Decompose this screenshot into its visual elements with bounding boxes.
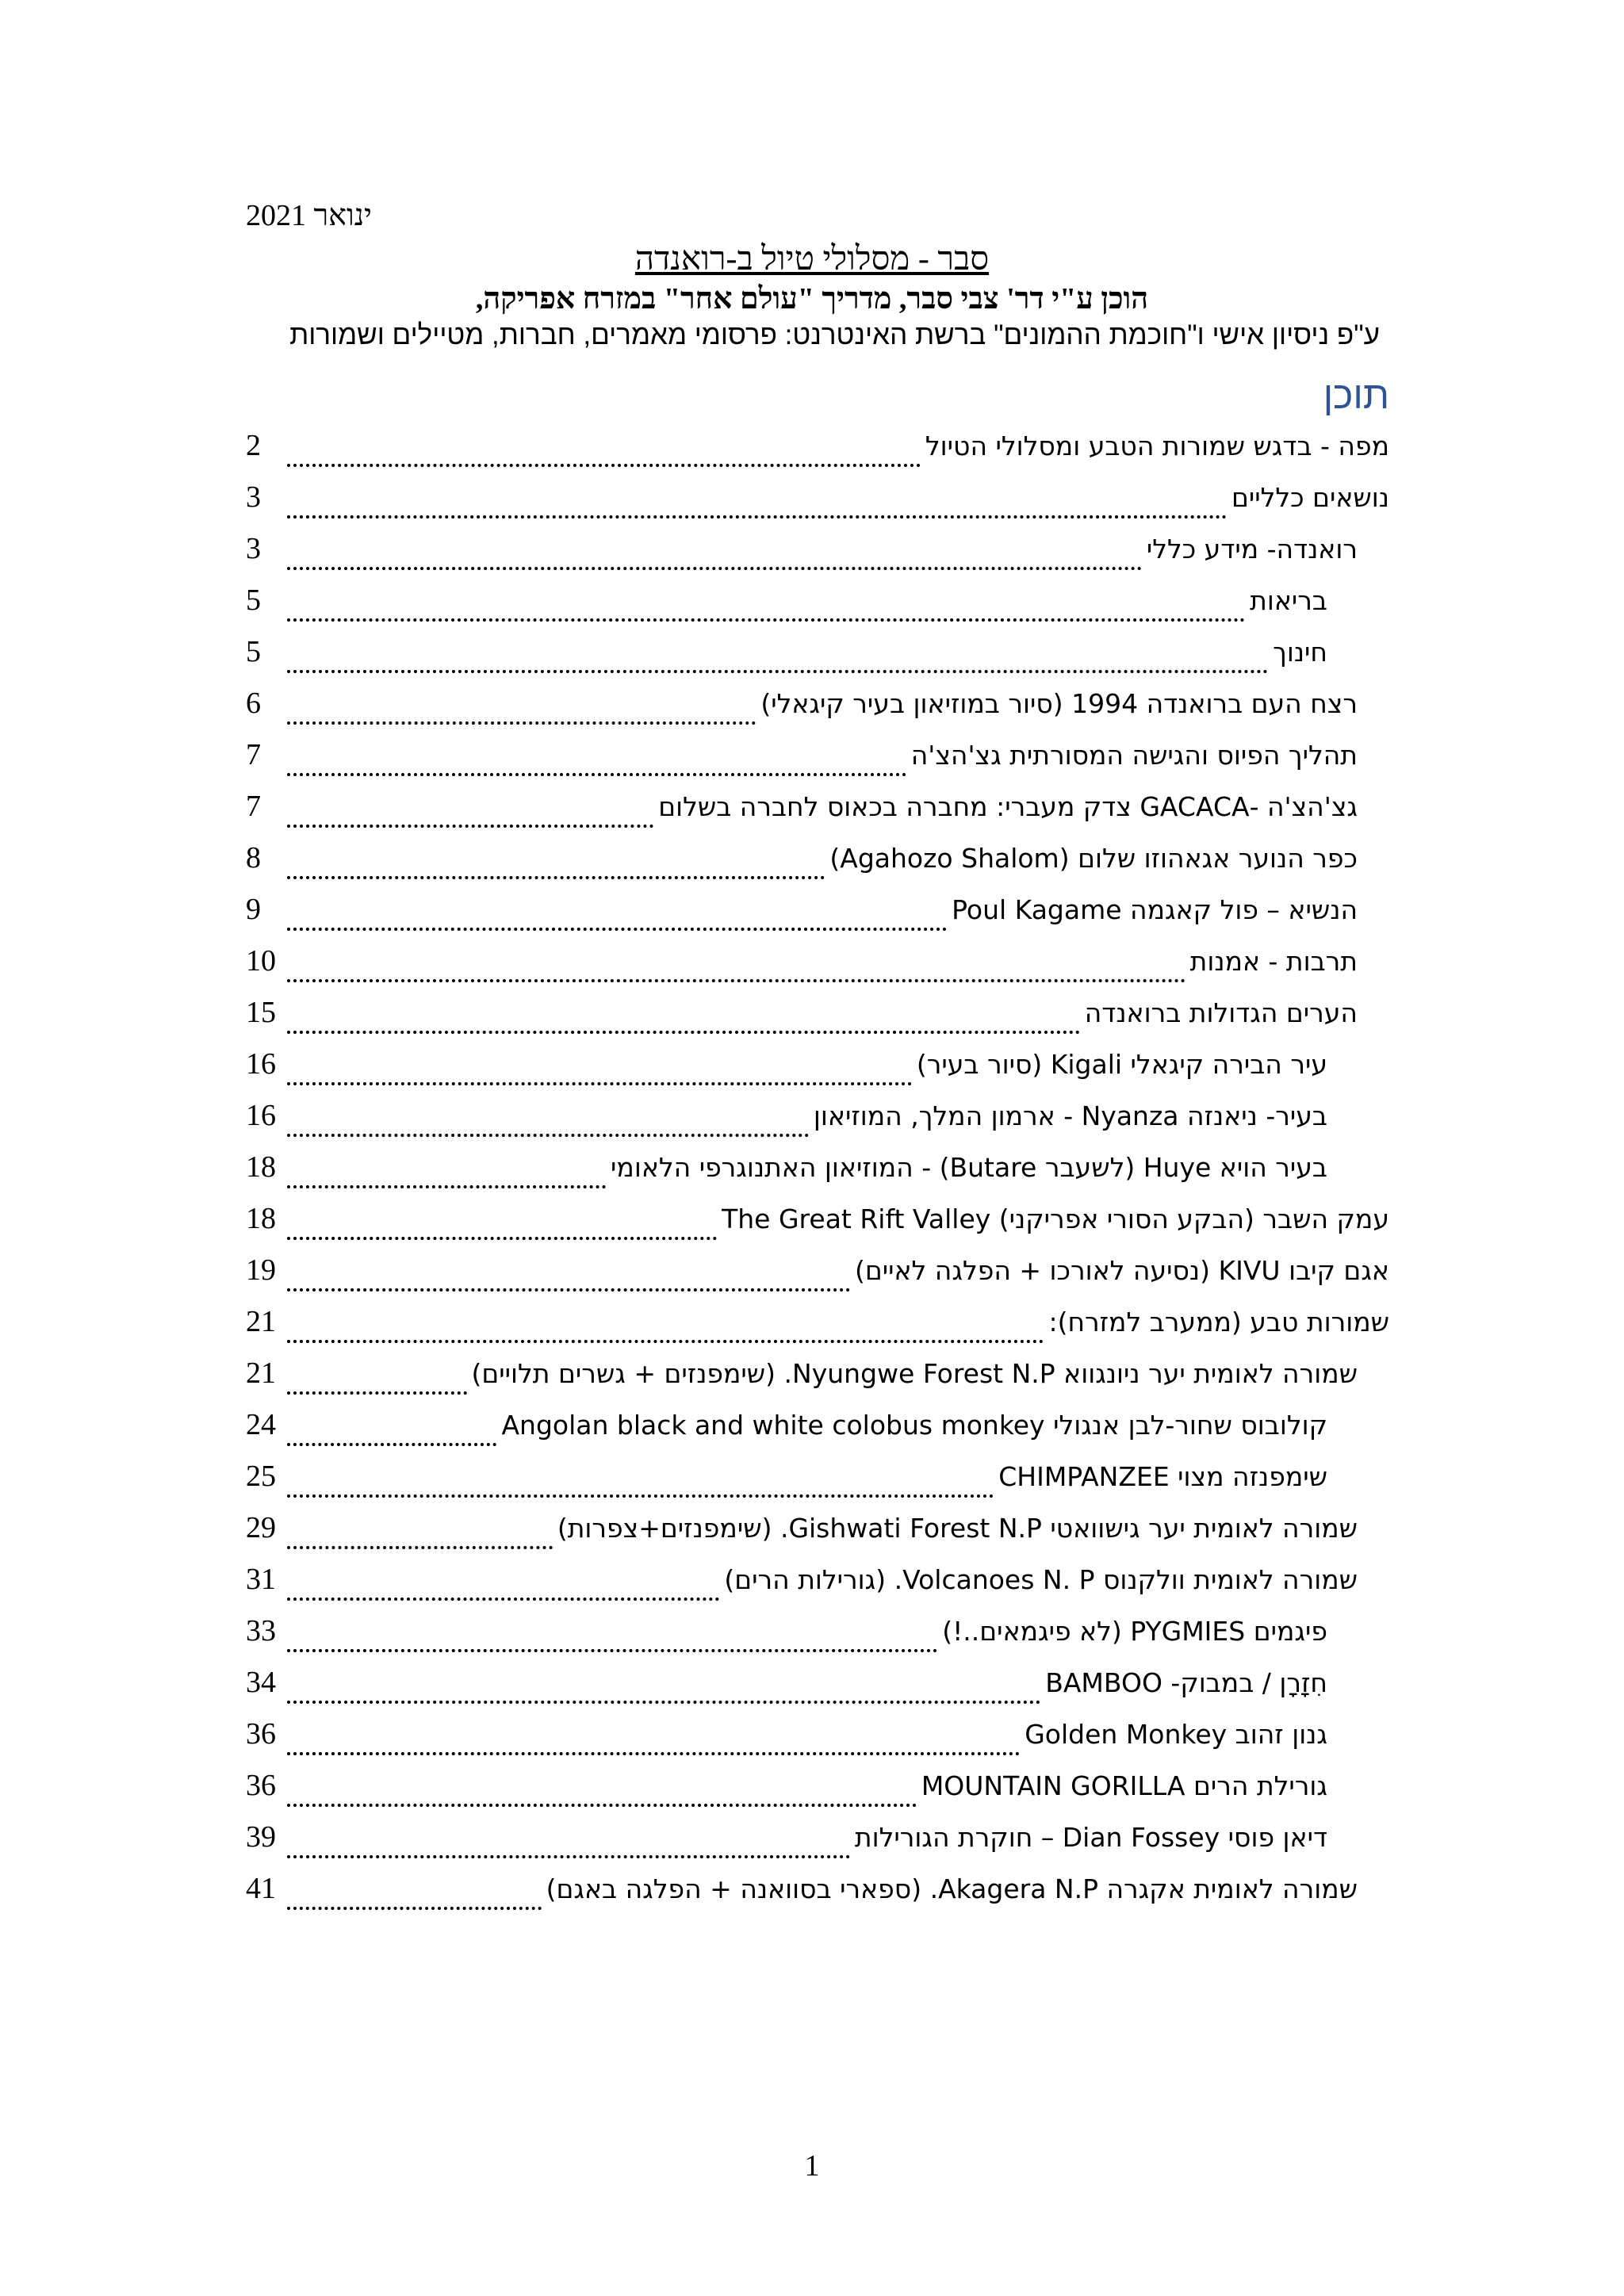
toc-entry-page: 41 [246, 1872, 276, 1905]
toc-entry-title: שמורות טבע (ממערב למזרח): [1048, 1307, 1389, 1337]
toc-dot-leader [287, 1546, 553, 1549]
toc-entry-title: הערים הגדולות ברואנדה [1084, 997, 1358, 1028]
toc-entry-page: 21 [246, 1357, 276, 1390]
toc-dot-leader [287, 1134, 809, 1137]
toc-entry-page: 16 [246, 1099, 276, 1132]
toc-entry[interactable] [246, 530, 1389, 581]
toc-entry[interactable] [246, 942, 1389, 993]
toc-entry-title: בריאות [1250, 585, 1327, 616]
toc-entry-page: 15 [246, 996, 276, 1029]
toc-dot-leader [287, 928, 947, 931]
toc-entry[interactable] [246, 1303, 1389, 1354]
toc-entry-page: 3 [246, 480, 261, 514]
toc-dot-leader [287, 979, 1185, 982]
toc-entry-title: קולובוס שחור-לבן אנגולי Angolan black and white colobus monkey [501, 1410, 1327, 1441]
toc-entry-page: 7 [246, 790, 261, 823]
toc-dot-leader [287, 1804, 917, 1807]
toc-entry-title: גצ'הצ'ה -GACACA צדק מעברי: מחברה בכאוס לחברה בשלום [658, 791, 1358, 822]
toc-entry-page: 9 [246, 893, 261, 926]
toc-entry-title: דיאן פוסי Dian Fossey – חוקרת הגורילות [854, 1822, 1327, 1853]
toc-entry-title: רואנדה- מידע כללי [1146, 534, 1358, 564]
toc-entry[interactable] [246, 1766, 1389, 1818]
toc-heading: תוכן [1323, 375, 1389, 417]
toc-entry[interactable] [246, 1406, 1389, 1457]
toc-entry-title: תהליך הפיוס והגישה המסורתית גצ'הצ'ה [910, 740, 1358, 771]
toc-entry[interactable] [246, 1509, 1389, 1560]
toc-dot-leader [287, 773, 906, 776]
toc-entry-title: מפה - בדגש שמורות הטבע ומסלולי הטיול [925, 430, 1389, 461]
toc-dot-leader [287, 1237, 717, 1240]
toc-entry-page: 7 [246, 738, 261, 771]
toc-dot-leader [287, 1907, 542, 1910]
toc-entry[interactable] [246, 478, 1389, 530]
toc-entry-page: 31 [246, 1563, 276, 1596]
toc-entry-title: שמורה לאומית יער ניונגווא Nyungwe Forest N.P. (שימפנזים + גשרים תלויים) [471, 1358, 1358, 1389]
toc-dot-leader [287, 1752, 1020, 1755]
toc-dot-leader [287, 515, 1227, 519]
toc-dot-leader [287, 825, 653, 828]
toc-entry-title: שמורה לאומית אקגרה Akagera N.P. (ספארי בסוואנה + הפלגה באגם) [546, 1873, 1358, 1904]
toc-entry[interactable] [246, 1251, 1389, 1303]
toc-entry[interactable] [246, 890, 1389, 942]
toc-entry[interactable] [246, 1818, 1389, 1869]
toc-entry-title: נושאים כלליים [1231, 482, 1389, 513]
toc-dot-leader [287, 721, 756, 725]
toc-entry-title: בעיר- ניאנזה Nyanza - ארמון המלך, המוזיאון [813, 1100, 1327, 1131]
toc-entry[interactable] [246, 736, 1389, 787]
toc-entry[interactable] [246, 581, 1389, 633]
toc-entry[interactable] [246, 684, 1389, 736]
toc-entry-title: עיר הבירה קיגאלי Kigali (סיור בעיר) [916, 1049, 1327, 1080]
toc-entry-title: שמורה לאומית וולקנוס Volcanoes N. P. (גורילות הרים) [724, 1564, 1358, 1595]
toc-dot-leader [287, 1494, 994, 1498]
toc-dot-leader [287, 464, 921, 467]
toc-entry-title: שימפנזה מצוי CHIMPANZEE [998, 1461, 1327, 1492]
toc-dot-leader [287, 1340, 1044, 1343]
toc-entry-title: חינוך [1273, 637, 1327, 668]
toc-entry-page: 25 [246, 1460, 276, 1493]
toc-entry[interactable] [246, 1148, 1389, 1200]
toc-entry-title: גנון זהוב Golden Monkey [1025, 1719, 1327, 1750]
toc-entry-title: עמק השבר (הבקע הסורי אפריקני) The Great Rift Valley [722, 1203, 1389, 1234]
page-number: 1 [804, 2149, 820, 2183]
toc-entry-page: 34 [246, 1666, 276, 1699]
toc-entry-title: הנשיא – פול קאגמה Poul Kagame [952, 894, 1358, 925]
table-of-contents [246, 427, 1389, 1921]
toc-entry[interactable] [246, 427, 1389, 478]
document-date: ינואר 2021 [246, 199, 373, 232]
toc-entry-page: 2 [246, 429, 261, 462]
toc-entry-page: 16 [246, 1047, 276, 1081]
toc-entry-title: תרבות - אמנות [1189, 946, 1358, 977]
toc-dot-leader [287, 1443, 496, 1446]
toc-entry-page: 5 [246, 584, 261, 617]
toc-entry-page: 8 [246, 841, 261, 874]
toc-entry-title: אגם קיבו KIVU (נסיעה לאורכו + הפלגה לאיים) [854, 1255, 1389, 1286]
toc-entry-title: רצח העם ברואנדה 1994 (סיור במוזיאון בעיר קיגאלי) [760, 688, 1358, 719]
toc-entry-title: בעיר הויא Huye (לשעבר Butare) - המוזיאון האתנוגרפי הלאומי [611, 1152, 1327, 1183]
document-note: ע"פ ניסיון אישי ו"חוכמת ההמונים" ברשת האינטרנט: פרסומי מאמרים, חברות, מטיילים ושמורות [289, 320, 1380, 350]
toc-entry[interactable] [246, 1715, 1389, 1766]
toc-entry-page: 18 [246, 1202, 276, 1235]
toc-entry-page: 36 [246, 1769, 276, 1802]
toc-entry-page: 24 [246, 1408, 276, 1441]
toc-dot-leader [287, 876, 825, 879]
toc-entry[interactable] [246, 1869, 1389, 1921]
toc-dot-leader [287, 567, 1142, 570]
toc-entry[interactable] [246, 787, 1389, 839]
toc-dot-leader [287, 1855, 850, 1858]
toc-entry[interactable] [246, 1663, 1389, 1715]
toc-entry[interactable] [246, 1045, 1389, 1096]
toc-entry-page: 19 [246, 1253, 276, 1287]
toc-dot-leader [287, 1288, 850, 1292]
toc-entry-title: פיגמים PYGMIES (לא פיגמאים..!) [942, 1616, 1327, 1647]
toc-dot-leader [287, 1031, 1080, 1034]
toc-entry-page: 5 [246, 635, 261, 668]
toc-dot-leader [287, 1082, 912, 1085]
toc-entry-page: 10 [246, 944, 276, 978]
toc-entry-page: 6 [246, 687, 261, 720]
toc-entry[interactable] [246, 1200, 1389, 1251]
toc-dot-leader [287, 618, 1245, 622]
toc-dot-leader [287, 670, 1268, 673]
toc-entry-page: 3 [246, 532, 261, 565]
toc-entry[interactable] [246, 1096, 1389, 1148]
toc-entry-page: 39 [246, 1820, 276, 1854]
toc-entry-title: כפר הנוער אגאהוזו שלום (Agahozo Shalom) [829, 843, 1358, 874]
toc-entry[interactable] [246, 993, 1389, 1045]
toc-dot-leader [287, 1701, 1040, 1704]
toc-entry-title: שמורה לאומית יער גישוואטי Gishwati Forest N.P. (שימפנזים+צפרות) [557, 1513, 1358, 1544]
toc-entry-title: גורילת הרים MOUNTAIN GORILLA [921, 1770, 1327, 1801]
toc-entry[interactable] [246, 633, 1389, 684]
toc-entry[interactable] [246, 839, 1389, 890]
toc-dot-leader [287, 1649, 937, 1652]
toc-entry[interactable] [246, 1354, 1389, 1406]
toc-entry[interactable] [246, 1560, 1389, 1612]
document-title: סבר - מסלולי טיול ב-רואנדה [634, 241, 990, 277]
toc-dot-leader [287, 1391, 467, 1395]
toc-dot-leader [287, 1185, 606, 1188]
toc-entry[interactable] [246, 1612, 1389, 1663]
toc-entry-page: 18 [246, 1150, 276, 1184]
toc-entry-page: 33 [246, 1614, 276, 1647]
toc-entry-title: חִזָרָן / במבוק- BAMBOO [1045, 1667, 1327, 1698]
toc-entry-page: 36 [246, 1717, 276, 1751]
toc-dot-leader [287, 1598, 719, 1601]
toc-entry[interactable] [246, 1457, 1389, 1509]
toc-entry-page: 29 [246, 1511, 276, 1544]
document-subtitle: הוכן ע"י דר' צבי סבר, מדריך "עולם אחר" במזרח אפריקה, [475, 282, 1149, 316]
toc-entry-page: 21 [246, 1305, 276, 1338]
